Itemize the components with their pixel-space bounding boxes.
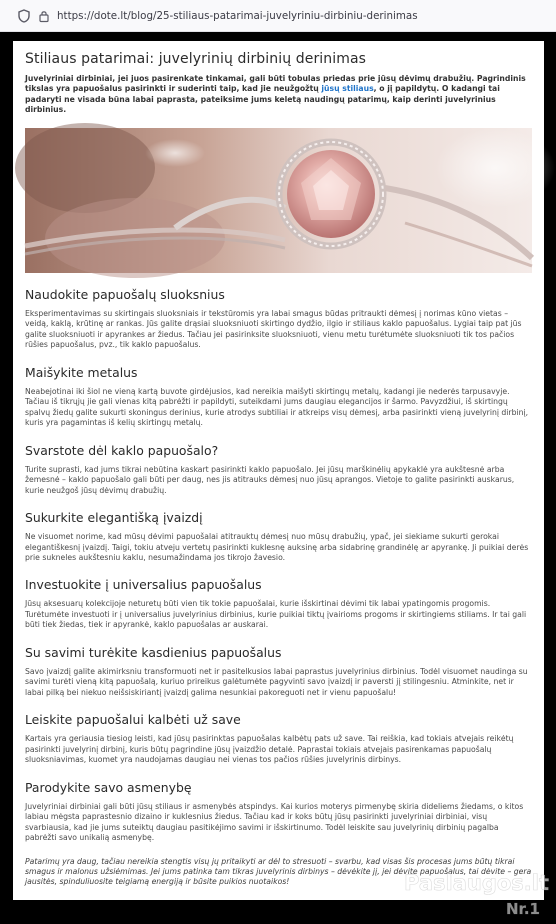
intro-text-before-link: Juvelyriniai dirbiniai, jei juos pasirenkate tinkamai, gali būti tobulas priedas prie jūsų dėvimų drabužių. Pagrindinis tikslas yra papuošalus pasirinkti ir suderinti taip, kad jie neužgožtų: [25, 74, 526, 94]
section-heading: Parodykite savo asmenybę: [25, 779, 192, 795]
style-link[interactable]: jūsų stiliaus: [321, 84, 374, 94]
lock-icon[interactable]: [39, 10, 49, 22]
section-text: Turite suprasti, kad jums tikrai nebūtina kaskart pasirinkti kaklo papuošalo. Jei jūsų marškinėlių apykaklė yra aukštesnė arba žemesnė – kaklo papuošalo gali būti per daug, nes jis atitrauks dėmesį nuo jūsų aprangos. Vietoje to galite pasirinkti auskarus, kurie neužgoš jūsų dėvimų drabužių.: [25, 464, 515, 495]
section-heading: Svarstote dėl kaklo papuošalo?: [25, 442, 219, 458]
section-heading: Investuokite į universalius papuošalus: [25, 577, 262, 593]
article-title: Stiliaus patarimai: juvelyrinių dirbinių derinimas: [25, 51, 367, 67]
section-text: Savo įvaizdį galite akimirksniu transformuoti net ir pasitelkusios labai paprastus juvelyrinius dirbinius. Todėl visuomet naudinga su savimi turėti vieną kitą papuošalą, kuriuo prireikus galėtumėte pagyvinti savo įvaizdį ir paversti jį stilingesniu. Atminkite, net ir labai pilką bei niekuo neišsiskiriantį įvaizdį galima nesunkiai pakoreguoti net ir vienu papuošalu!: [25, 666, 528, 697]
section-text: Kartais yra geriausia tiesiog leisti, kad jūsų pasirinktas papuošalas kalbėtų pats už save. Tai reiškia, kad tokiais atvejais reikėtų pasirinkti juvelyrinį dirbinį, kuris būtų pagrindine jūsų įvaizdžio detalė. Paprastai tokiais atvejais pasirenkamas papuošalų sluoksniavimas, kuomet yra naudojamas daugiau nei vienas tos pačios rūšies juvelyrinis dirbinys.: [25, 734, 514, 765]
section-text: Eksperimentavimas su skirtingais sluoksniais ir tekstūromis yra labai smagus būdas pritraukti dėmesį į norimas kūno vietas – veidą, kaklą, krūtinę ar rankas. Jūs galite drąsiai sluoksniuoti skirtingo dydžio, ilgio ir stiliaus kaklo papuošalus. Lygiai taip pat jūs galite sluoksniuoti ir apyrankes ar žiedus. Tačiau jei pasirinksite sluoksniuoti, vienu metu turėtumėte sluoksniuoti tik tos pačios rūšies papuošalus, pvz., tik kaklo papuošalus.: [25, 308, 522, 350]
intro-text-after-link: , o jį papildytų. O kadangi tai padaryti ne visada būna labai paprasta, pateiksime jums keletą naudingų patarimų, kaip derinti juvelyrinius dirbinius.: [25, 84, 500, 115]
section-heading: Naudokite papuošalų sluoksnius: [25, 286, 225, 302]
section-heading: Su savimi turėkite kasdienius papuošalus: [25, 644, 282, 660]
section-text: Neabejotinai iki šiol ne vieną kartą buvote girdėjusios, kad nereikia maišyti skirtingų metalų, kadangi jie nederės tarpusavyje. Tačiau iš tikrųjų jie gali vienas kitą pabrėžti ir papildyti, suteikdami jums daugiau elegancijos ir šarmo. Pavyzdžiui, iš skirtingų spalvų žiedų galite sukurti skoningus derinius, kurie atrodys subtiliai ir atkreips visų dėmesį, arba pasirinkti vieną juvelyrinį dirbinį, kuris yra pagamintas iš kelių skirtingų metalų.: [25, 386, 529, 428]
section-heading: Leiskite papuošalui kalbėti už save: [25, 712, 241, 728]
article-intro: [25, 74, 532, 116]
section-text: Jūsų aksesuarų kolekcijoje neturetų būti vien tik tokie papuošalai, kurie išskirtinai dėvimi tik labai ypatingomis progomis. Turėtumėte investuoti ir į universalius juvelyrinius dirbinius, kurie puikiai tiktų įvairioms progoms ir skirtingiems stiliams. Ir tai gali būti tiek žiedas, tiek ir apyrankė, kaklo papuošalas ar auskarai.: [25, 599, 527, 630]
article-page: [13, 41, 549, 918]
section-text: Ne visuomet norime, kad mūsų dėvimi papuošalai atitrauktų dėmesį nuo mūsų drabužių, ypač, jei siekiame sukurti gerokai elegantiškesnį įvaizdį. Taigi, tokiu atveju vertetų pasirinkti kuklesnę auksinę arba sidabrinę grandinėlę ar apyrankę. Ji puikiai derės prie sukneles aukštesniu kaklu, nesumažindama jos tikrojo žavesio.: [25, 532, 529, 562]
section-heading: Sukurkite elegantišką įvaizdį: [25, 510, 203, 526]
closing-paragraph: Patarimų yra daug, tačiau nereikia stengtis visų jų pritaikyti ar dėl to stresuoti – svarbu, kad visas šis procesas jums būtų tikrai smagus ir malonus užsiėmimas. Jei jums patinka tam tikras juvelyrinis dirbinys – dėvėkite jį, jei dėvite papuošalus, tai dėvite – gera jausitės, spinduliuosite teigiamą energiją ir būsite puikios nuotaikos!: [25, 856, 532, 887]
article-content: [13, 41, 544, 888]
hero-image-pink-ring: [25, 128, 532, 273]
section-heading: Maišykite metalus: [25, 364, 138, 380]
shield-icon[interactable]: [18, 9, 30, 23]
watermark-code-text: Nr.1: [506, 900, 540, 918]
section-text: Juvelyriniai dirbiniai gali būti jūsų stiliaus ir asmenybės atspindys. Kai kurios moterys pirmenybę skiria dideliems žiedams, o kitos labiau mėgsta paprastesnio dizaino ir kuklesnius žiedus. Tačiau kad ir koks būtų jūsų pasirinkti juvelyriniai dirbiniai, visų svarbiausia, kad jie jums suteiktų daugiau pasitikėjimo savimi ir išskirtinumo. Todėl leiskite sau juvelyrinių dirbinių pagalba pabrėžti savo unikalią asmenybę.: [25, 801, 524, 843]
url-text[interactable]: https://dote.lt/blog/25-stiliaus-patarimai-juvelyriniu-dirbiniu-derinimas: [57, 9, 418, 22]
watermark-brand-text: Paslaugos.lt: [404, 871, 549, 895]
browser-address-bar[interactable]: [0, 0, 556, 32]
